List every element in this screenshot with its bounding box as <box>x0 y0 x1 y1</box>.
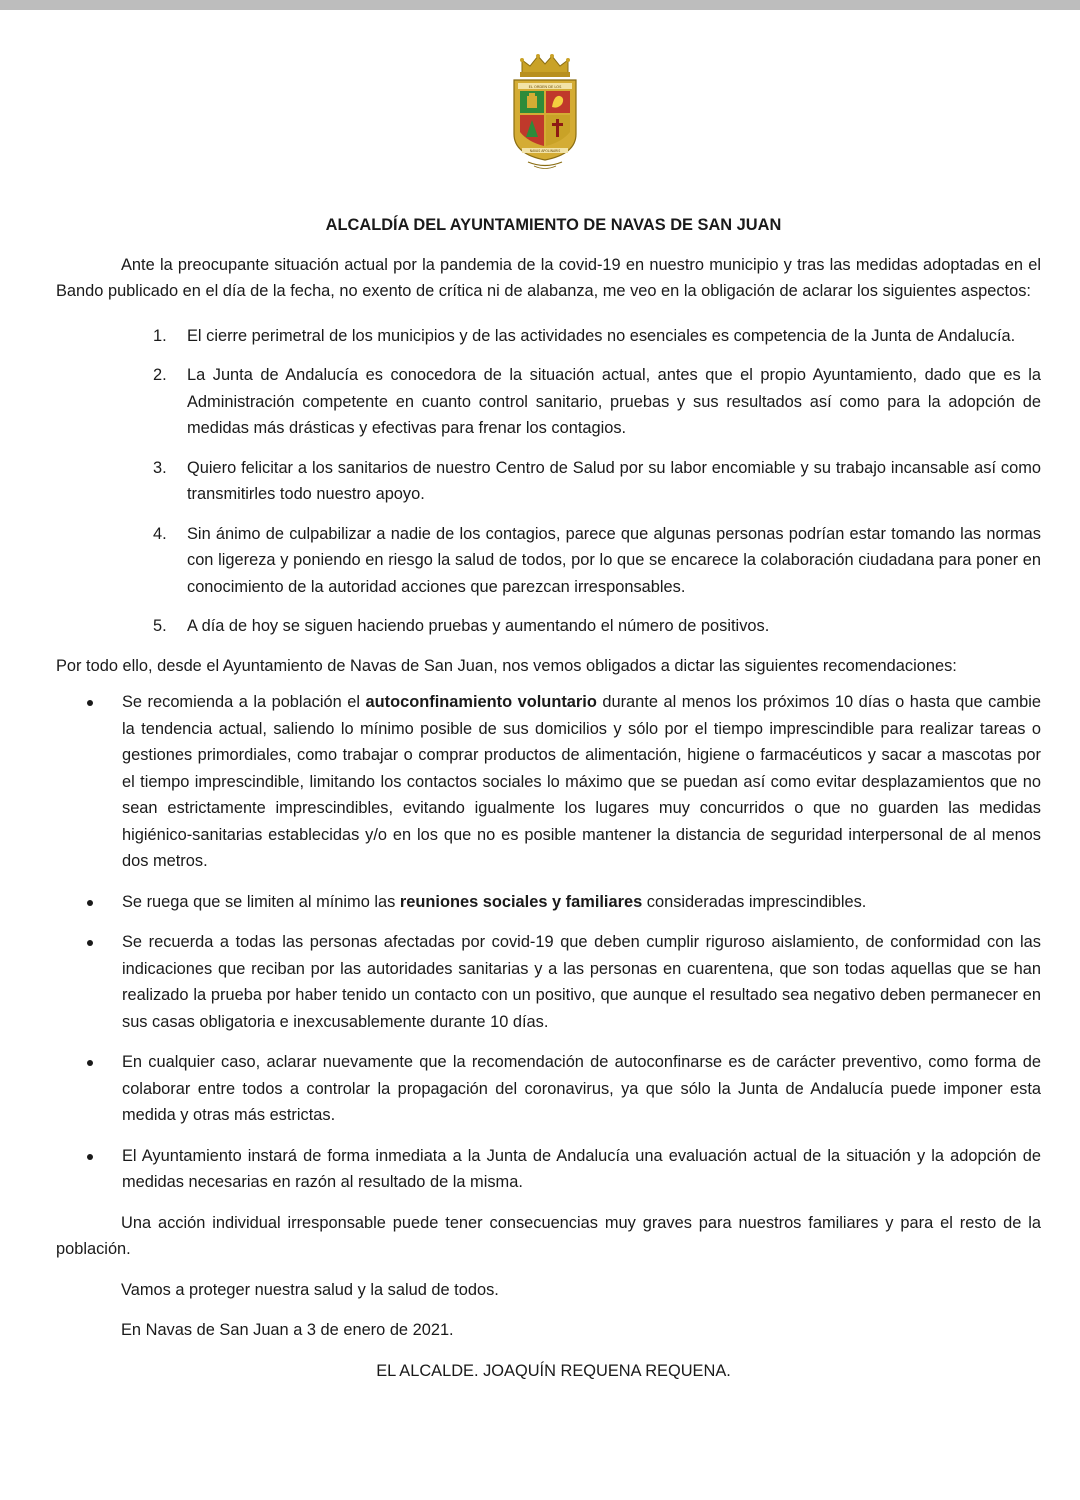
recommendation-text: Se recomienda a la población el <box>122 693 366 711</box>
recommendation-text: El Ayuntamiento instará de forma inmediata a la Junta de Andalucía una evaluación actual de la situación y la adopción de medidas necesarias en razón al resultado de la misma. <box>122 1146 1041 1191</box>
point-number: 5. <box>153 617 167 635</box>
recommendations-list <box>56 689 1041 1196</box>
point-text: El cierre perimetral de los municipios y de las actividades no esenciales es competencia de la Junta de Andalucía. <box>187 326 1016 345</box>
recommendation-item <box>56 889 1041 916</box>
recommendation-item <box>56 929 1041 1035</box>
point-text: La Junta de Andalucía es conocedora de la situación actual, antes que el propio Ayuntamiento, dado que es la Administración competente en cuanto control sanitario, pruebas y sus resultados así como para la adopción de medidas más drásticas y efectivas para frenar los contagios. <box>187 366 1041 437</box>
slogan-line: Vamos a proteger nuestra salud y la salud de todos. <box>121 1280 499 1299</box>
numbered-point <box>56 521 1041 601</box>
bullet-icon <box>87 700 93 706</box>
bullet-icon <box>87 1060 93 1066</box>
recommendation-item <box>56 1143 1041 1196</box>
point-text: A día de hoy se siguen haciendo pruebas y aumentando el número de positivos. <box>187 617 770 635</box>
recommendation-text: Se recuerda a todas las personas afectadas por covid-19 que deben cumplir riguroso aislamiento, de conformidad con las indicaciones que reciban por las autoridades sanitarias y a las personas en cuarentena, que son todas aquellas que se han realizado la prueba por haber tenido un contacto con un positivo, que aunque el resultado sea negativo deben permanecer en sus casas obligatoria e inexcusablemente durante 10 días. <box>122 933 1041 1031</box>
recommendation-item <box>56 1049 1041 1129</box>
recommendation-text: Se ruega que se limiten al mínimo las <box>122 892 400 911</box>
crest-bottom-text: NAVAS APOLINARIS <box>529 148 561 153</box>
recommendation-bold-text: reuniones sociales y familiares <box>399 892 643 911</box>
numbered-point <box>56 362 1041 442</box>
top-gray-bar <box>0 0 1080 10</box>
recommendation-text: consideradas imprescindibles. <box>642 892 867 911</box>
point-number: 3. <box>153 458 167 477</box>
date-line: En Navas de San Juan a 3 de enero de 2021. <box>121 1321 454 1339</box>
recommendation-bold-text: autoconfinamiento voluntario <box>365 693 597 711</box>
point-text: Sin ánimo de culpabilizar a nadie de los contagios, parece que algunas personas podrían estar tomando las normas con ligereza y poniendo en riesgo la salud de todos, por lo que se encarece la colaboración ciudadana para poner en conocimiento de la autoridad acciones que parezcan irresponsables. <box>187 524 1041 596</box>
intro-paragraph: Ante la preocupante situación actual por la pandemia de la covid-19 en nuestro municipio y tras las medidas adoptadas en el Bando publicado en el día de la fecha, no exento de crítica ni de alabanza, me veo en la obligación de aclarar los siguientes aspectos: <box>56 255 1041 300</box>
recommendation-item <box>56 689 1041 875</box>
numbered-point <box>56 455 1041 508</box>
crest-top-text: EL ORDEN DE LOS <box>528 84 562 89</box>
point-number: 1. <box>153 326 167 345</box>
closing-paragraph: Una acción individual irresponsable puede tener consecuencias muy graves para nuestros familiares y para el resto de la población. <box>56 1213 1041 1258</box>
recommendation-text: En cualquier caso, aclarar nuevamente que la recomendación de autoconfinarse es de carácter preventivo, como forma de colaborar entre todos a controlar la propagación del coronavirus, ya que sólo la Junta de Andalucía puede imponer esta medida y otras más estrictas. <box>122 1053 1041 1124</box>
point-number: 2. <box>153 366 167 384</box>
signature-line: EL ALCALDE. JOAQUÍN REQUENA REQUENA. <box>376 1361 731 1380</box>
document-body <box>56 212 1041 1384</box>
bullet-icon <box>87 940 93 946</box>
municipal-coat-of-arms-icon <box>508 52 582 172</box>
numbered-points-list <box>56 323 1041 640</box>
document-title: ALCALDÍA DEL AYUNTAMIENTO DE NAVAS DE SAN JUAN <box>325 216 782 234</box>
bullet-icon <box>87 900 93 906</box>
transition-paragraph: Por todo ello, desde el Ayuntamiento de Navas de San Juan, nos vemos obligados a dictar las siguientes recomendaciones: <box>56 656 957 675</box>
numbered-point <box>56 323 1041 350</box>
point-number: 4. <box>153 524 167 543</box>
point-text: Quiero felicitar a los sanitarios de nuestro Centro de Salud por su labor encomiable y su trabajo incansable así como transmitirles todo nuestro apoyo. <box>187 458 1041 503</box>
numbered-point <box>56 613 1041 640</box>
recommendation-text: durante al menos los próximos 10 días o hasta que cambie la tendencia actual, saliendo lo mínimo posible de sus domicilios y sólo por el tiempo imprescindible para realizar tareas o gestiones primordiales, como trabajar o comprar productos de alimentación, higiene o farmacéuticos y sacar a mascotas por el tiempo imprescindible, limitando los contactos sociales lo máximo que se puedan así como evitar desplazamientos que no sean estrictamente imprescindibles, evitando igualmente los lugares muy concurridos o que no guarden las medidas higiénico-sanitarias establecidas y/o en los que no es posible mantener la distancia de seguridad interpersonal de al menos dos metros. <box>122 693 1041 870</box>
bullet-icon <box>87 1154 93 1160</box>
